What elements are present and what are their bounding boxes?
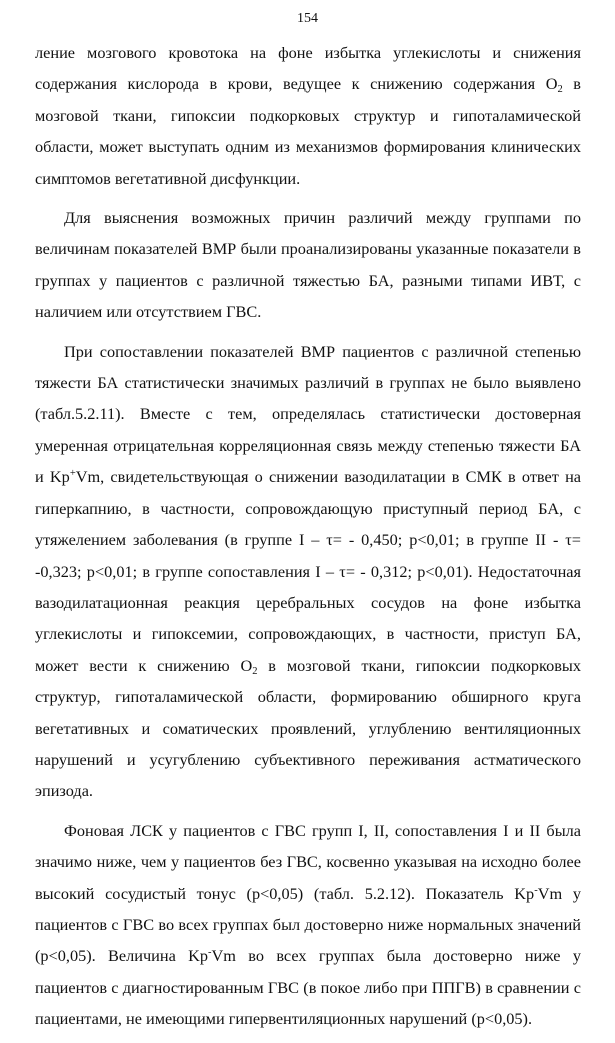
text-span: ление мозгового кровотока на фоне избытка углекислоты и снижения содержания кислорода в крови, ведущее к снижению содержания O xyxy=(35,43,581,94)
body-text xyxy=(35,37,581,1043)
subscript: 2 xyxy=(252,665,258,677)
text-span: Vm во всех группах была достоверно ниже у пациентов с диагностированным ГВС (в покое либо при ППГВ) в сравнении с пациентами, не имеющими гипервентиляционных нарушений (p<0,05). xyxy=(35,946,581,1029)
paragraph-1 xyxy=(35,37,581,194)
paragraph-4 xyxy=(35,815,581,1035)
paragraph-3 xyxy=(35,336,581,807)
text-span: Для выяснения возможных причин различий между группами по величинам показателей ВМР были проанализированы указанные показатели в группах у пациентов с различной тяжестью БА, разными типами ИВТ, с наличием или отсутствием ГВС. xyxy=(35,208,581,322)
superscript: - xyxy=(534,884,538,896)
superscript: - xyxy=(208,947,212,959)
text-span: Vm у пациентов с ГВС во всех группах был достоверно ниже нормальных значений (p<0,05). Величина Kp xyxy=(35,883,581,966)
text-span: в мозговой ткани, гипоксии подкорковых структур, гипоталамической области, формированию обширного круга вегетативных и соматических проявлений, углублению вентиляционных нарушений и усугублению субъективного переживания астматического эпизода. xyxy=(35,655,581,801)
text-span: Фоновая ЛСК у пациентов с ГВС групп I, II, сопоставления I и II была значимо ниже, чем у пациентов без ГВС, косвенно указывая на исходно более высокий сосудистый тонус (p<0,05) (табл. 5.2.12). Показатель Kp xyxy=(35,820,581,903)
page-number: 154 xyxy=(297,11,318,26)
text-span: Vm, свидетельствующая о снижении вазодилатации в СМК в ответ на гиперкапнию, в частности, сопровождающую приступный период БА, с утяжелением заболевания (в группе I – τ= - 0,450; p<0,01; в группе II - τ= -0,323; p<0,01; в группе сопоставления I – τ= - 0,312; p<0,01). Недостаточная вазодилатационная реакция церебральных сосудов на фоне избытка углекислоты и гипоксемии, сопровождающих, в частности, приступ БА, может вести к снижению O xyxy=(35,467,582,675)
subscript: 2 xyxy=(557,84,563,96)
paragraph-2 xyxy=(35,202,581,328)
text-span: При сопоставлении показателей ВМР пациентов с различной степенью тяжести БА статистически значимых различий в группах не было выявлено (табл.5.2.11). Вместе с тем, определялась статистически достоверная умеренная отрицательная корреляционная связь между степенью тяжести БА и Kp xyxy=(35,341,581,487)
superscript: + xyxy=(69,468,76,480)
text-span: в мозговой ткани, гипоксии подкорковых структур и гипоталамической области, может выступать одним из механизмов формирования клинических симптомов вегетативной дисфункции. xyxy=(35,74,581,188)
